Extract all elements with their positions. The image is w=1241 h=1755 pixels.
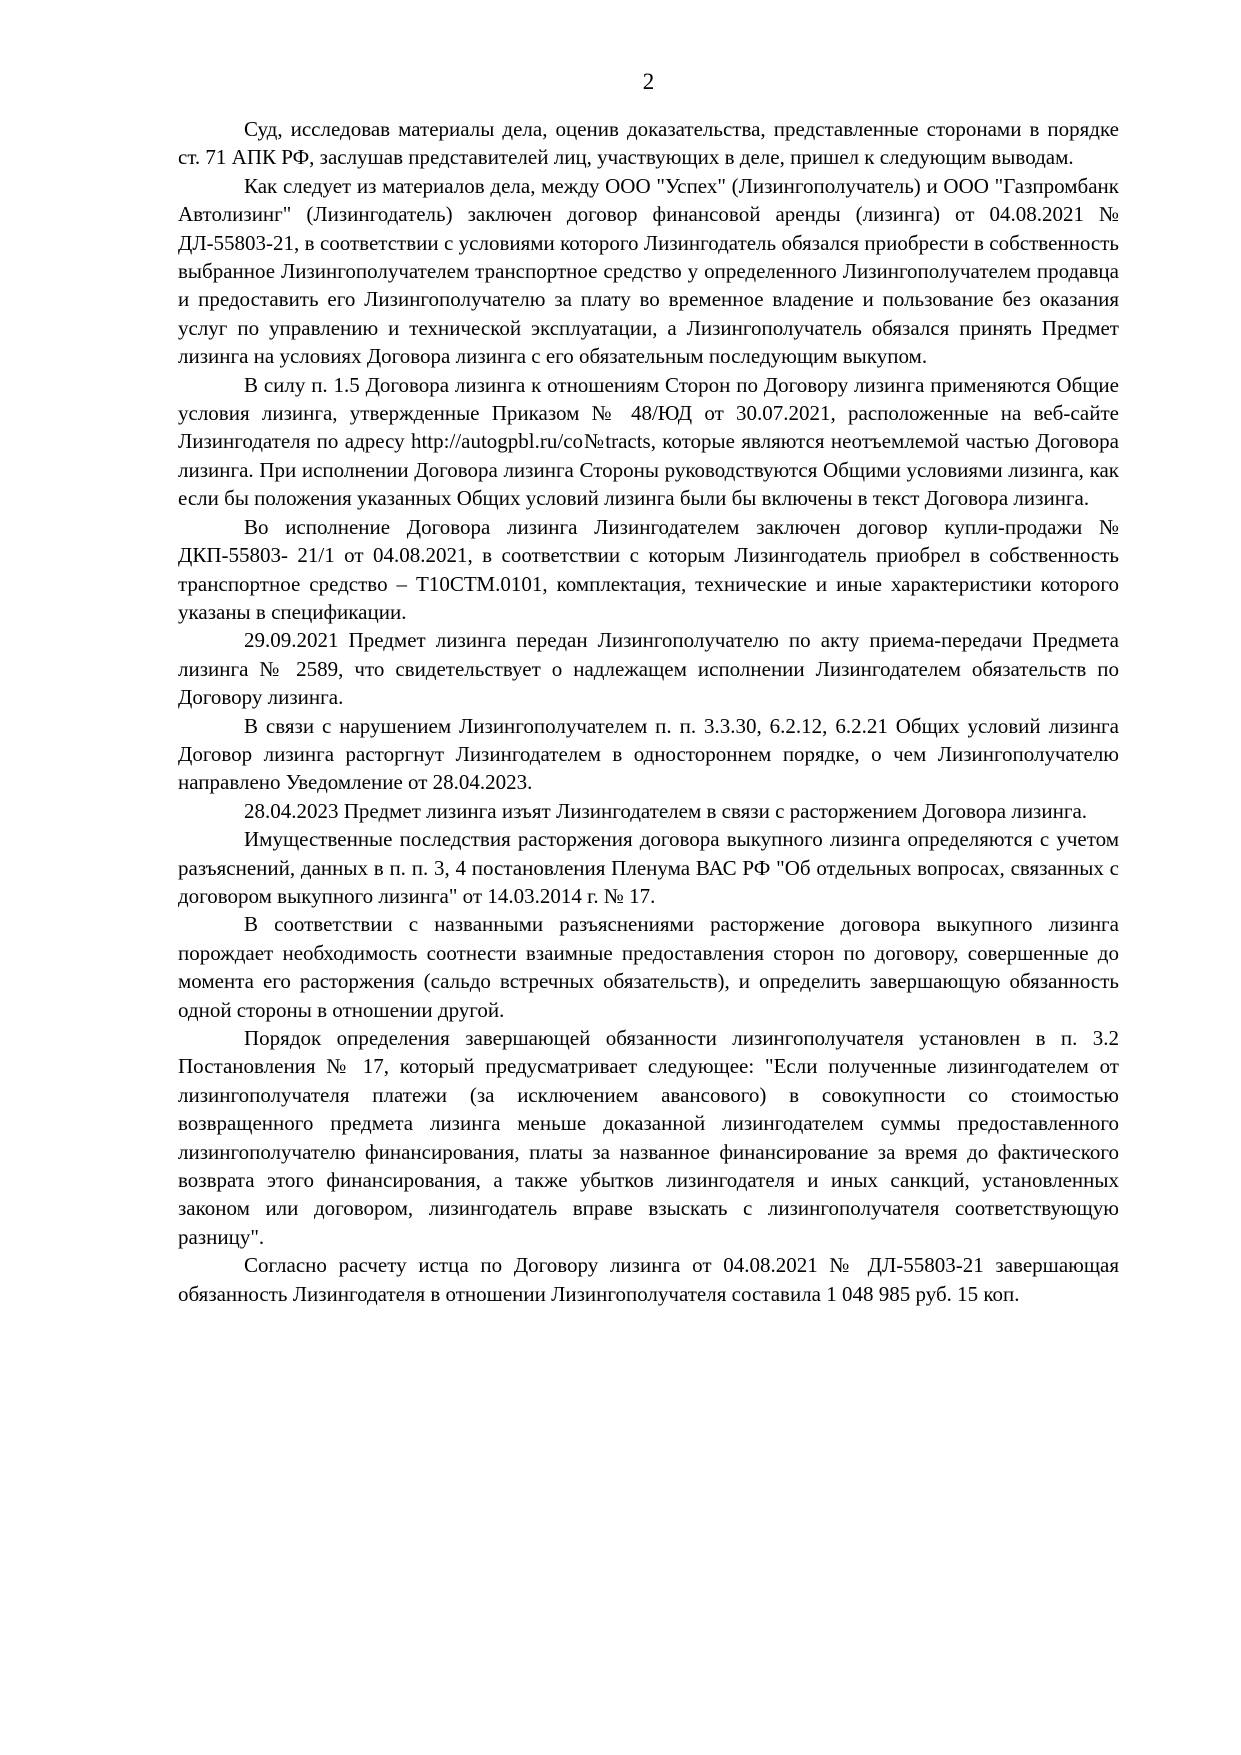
paragraph: Порядок определения завершающей обязанности лизингополучателя установлен в п. 3.2 Постановления № 17, который предусматривает следующее: "Если полученные лизингодателем от лизингополучателя платежи (за исключением авансового) в совокупности со стоимостью возвращенного предмета лизинга меньше доказанной лизингодателем суммы предоставленного лизингополучателю финансирования, платы за названное финансирование за время до фактического возврата этого финансирования, а также убытков лизингодателя и иных санкций, установленных законом или договором, лизингодатель вправе взыскать с лизингополучателя соответствующую разницу". (178, 1026, 1119, 1249)
document-body (178, 115, 1119, 1308)
paragraph: Согласно расчету истца по Договору лизинга от 04.08.2021 № ДЛ-55803-21 завершающая обязанность Лизингодателя в отношении Лизингополучателя составила 1 048 985 руб. 15 коп. (178, 1253, 1119, 1306)
paragraph: Как следует из материалов дела, между ООО "Успех" (Лизингополучатель) и ООО "Газпромбанк Автолизинг" (Лизингодатель) заключен договор финансовой аренды (лизинга) от 04.08.2021 № ДЛ-55803-21, в соответствии с условиями которого Лизингодатель обязался приобрести в собственность выбранное Лизингополучателем транспортное средство у определенного Лизингополучателем продавца и предоставить его Лизингополучателю за плату во временное владение и пользование без оказания услуг по управлению и технической эксплуатации, а Лизингополучатель обязался принять Предмет лизинга на условиях Договора лизинга с его обязательным последующим выкупом. (178, 173, 1119, 369)
paragraph: В соответствии с названными разъяснениями расторжение договора выкупного лизинга порождает необходимость соотнести взаимные предоставления сторон по договору, совершенные до момента его расторжения (сальдо встречных обязательств), и определить завершающую обязанность одной стороны в отношении другой. (178, 912, 1119, 1022)
paragraph: В силу п. 1.5 Договора лизинга к отношениям Сторон по Договору лизинга применяются Общие условия лизинга, утвержденные Приказом № 48/ЮД от 30.07.2021, расположенные на веб-сайте Лизингодателя по адресу http://autogpbl.ru/co№tracts, которые являются неотъемлемой частью Договора лизинга. При исполнении Договора лизинга Стороны руководствуются Общими условиями лизинга, как если бы положения указанных Общих условий лизинга были бы включены в текст Договора лизинга. (178, 372, 1119, 511)
paragraph: Суд, исследовав материалы дела, оценив доказательства, представленные сторонами в порядке ст. 71 АПК РФ, заслушав представителей лиц, участвующих в деле, пришел к следующим выводам. (178, 117, 1119, 170)
paragraph: 28.04.2023 Предмет лизинга изъят Лизингодателем в связи с расторжением Договора лизинга. (244, 798, 1088, 823)
paragraph: Имущественные последствия расторжения договора выкупного лизинга определяются с учетом разъяснений, данных в п. п. 3, 4 постановления Пленума ВАС РФ "Об отдельных вопросах, связанных с договором выкупного лизинга" от 14.03.2014 г. № 17. (178, 827, 1119, 908)
paragraph: 29.09.2021 Предмет лизинга передан Лизингополучателю по акту приема-передачи Предмета лизинга № 2589, что свидетельствует о надлежащем исполнении Лизингодателем обязательств по Договору лизинга. (178, 628, 1119, 710)
page-number: 2 (642, 69, 655, 94)
paragraph: Во исполнение Договора лизинга Лизингодателем заключен договор купли-продажи № ДКП-55803- 21/1 от 04.08.2021, в соответствии с которым Лизингодатель приобрел в собственность транспортное средство – Т10СТМ.0101, комплектация, технические и иные характеристики которого указаны в спецификации. (178, 514, 1119, 624)
paragraph: В связи с нарушением Лизингополучателем п. п. 3.3.30, 6.2.12, 6.2.21 Общих условий лизинга Договор лизинга расторгнут Лизингодателем в одностороннем порядке, о чем Лизингополучателю направлено Уведомление от 28.04.2023. (178, 713, 1119, 795)
